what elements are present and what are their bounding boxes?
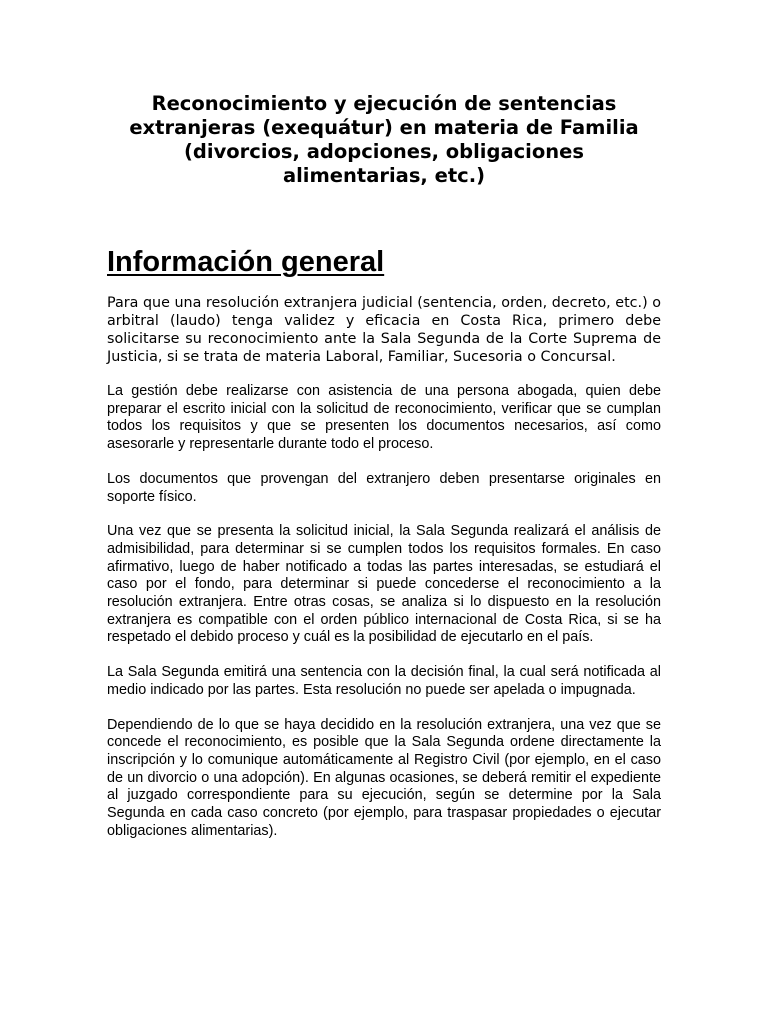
paragraph-5: La Sala Segunda emitirá una sentencia con la decisión final, la cual será notificada al medio indicado por las partes. Esta resolución no puede ser apelada o impugnada. [107, 664, 661, 698]
paragraph-3: Los documentos que provengan del extranjero deben presentarse originales en soporte físico. [107, 470, 661, 505]
paragraph-2: La gestión debe realizarse con asistencia de una persona abogada, quien debe preparar el escrito inicial con la solicitud de reconocimiento, verificar que se cumplan todos los requisitos y que se presenten los documentos necesarios, así como asesorarle y representarle durante todo el proceso. [107, 383, 661, 453]
document-title: Reconocimiento y ejecución de sentencias extranjeras (exequátur) en materia de Familia (divorcios, adopciones, obligaciones alimentarias, etc.) [129, 92, 639, 187]
paragraph-6: Dependiendo de lo que se haya decidido en la resolución extranjera, una vez que se concede el reconocimiento, es posible que la Sala Segunda ordene directamente la inscripción y lo comunique automáticamente al Registro Civil (por ejemplo, en el caso de un divorcio o una adopción). En algunas ocasiones, se deberá remitir el expediente al juzgado correspondiente para su ejecución, según se determine por la Sala Segunda en cada caso concreto (por ejemplo, para traspasar propiedades o ejecutar obligaciones alimentarias). [107, 716, 661, 839]
paragraph-1: Para que una resolución extranjera judicial (sentencia, orden, decreto, etc.) o arbitral (laudo) tenga validez y eficacia en Costa Rica, primero debe solicitarse su reconocimiento ante la Sala Segunda de la Corte Suprema de Justicia, si se trata de materia Laboral, Familiar, Sucesoria o Concursal. [107, 295, 661, 365]
section-heading-informacion-general: Información general [107, 246, 385, 278]
paragraph-4: Una vez que se presenta la solicitud inicial, la Sala Segunda realizará el análisis de admisibilidad, para determinar si se cumplen todos los requisitos formales. En caso afirmativo, luego de haber notificado a todas las partes interesadas, se estudiará el caso por el fondo, para determinar si puede concederse el reconocimiento a la resolución extranjera. Entre otras cosas, se analiza si lo dispuesto en la resolución extranjera es compatible con el orden público internacional de Costa Rica, si se ha respetado el debido proceso y cuál es la posibilidad de ejecutarlo en el país. [107, 523, 661, 646]
document-page [107, 0, 661, 840]
